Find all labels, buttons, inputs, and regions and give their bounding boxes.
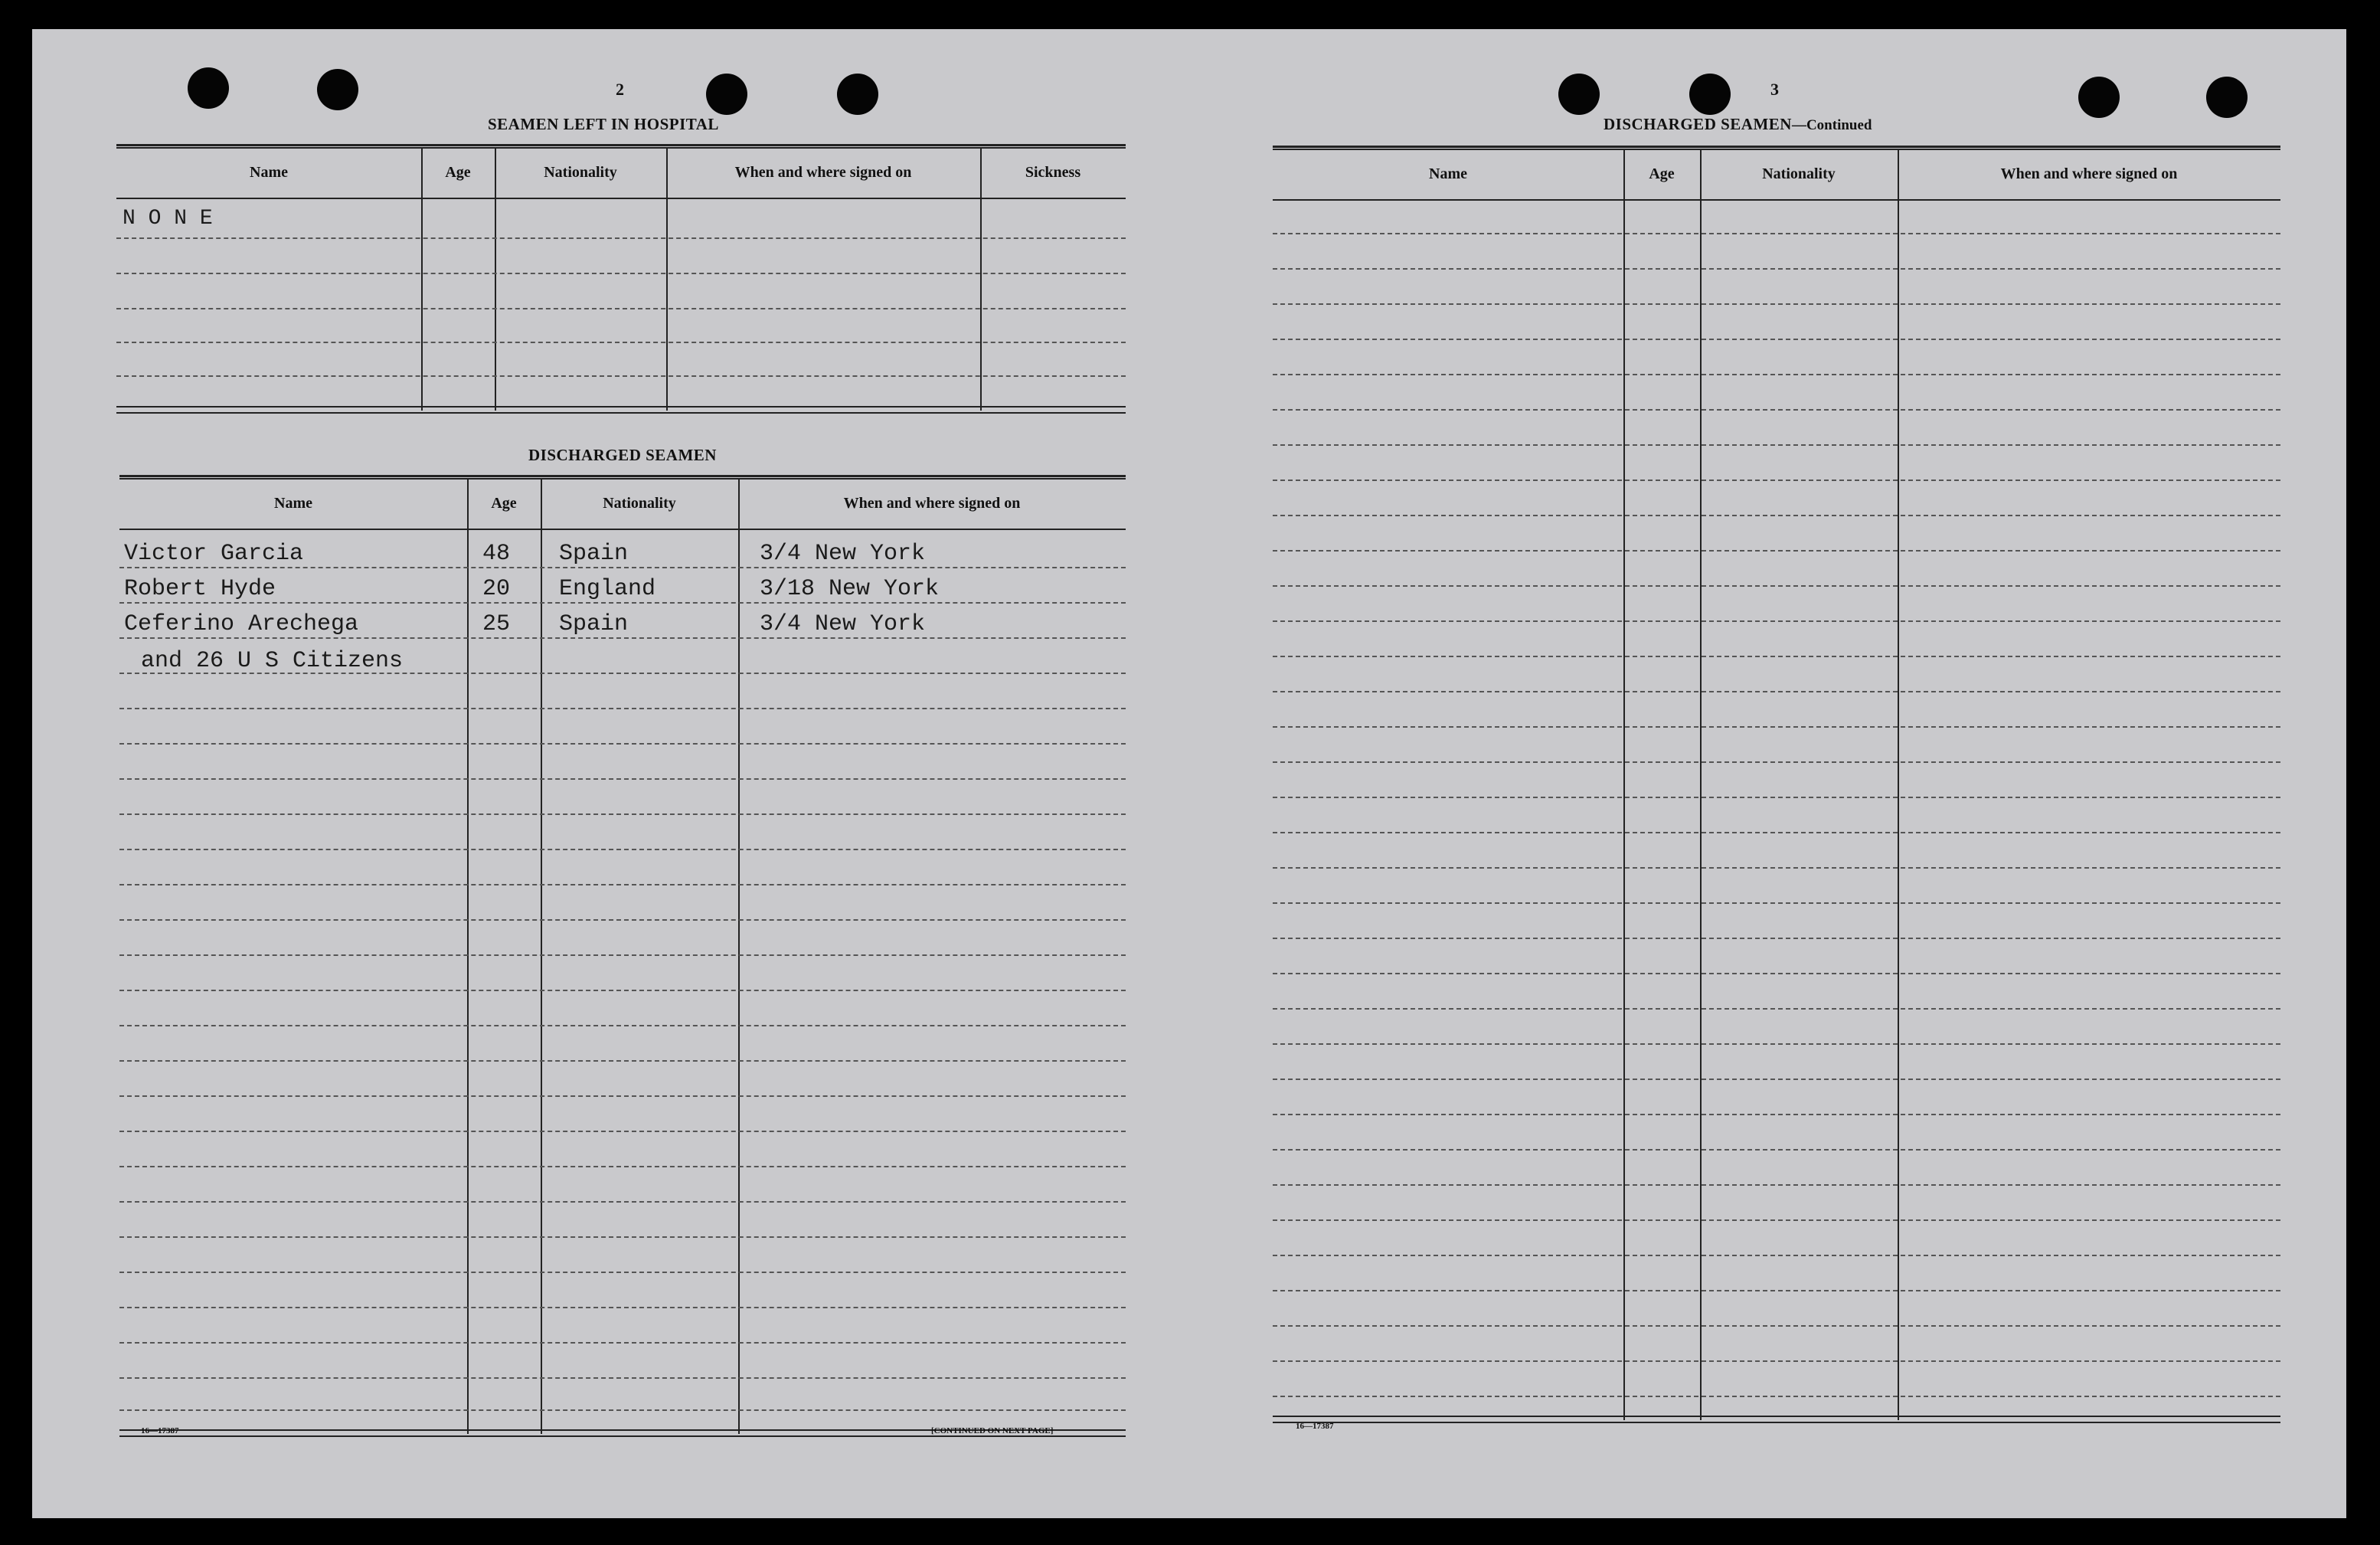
column-header-nationality: Nationality — [544, 164, 617, 181]
seaman-nationality: Spain — [559, 541, 629, 567]
hospital-entry: N O N E — [123, 207, 213, 231]
citizens-note: and 26 U S Citizens — [141, 648, 404, 674]
punch-hole — [2206, 77, 2248, 118]
form-number: 16—17387 — [141, 1426, 179, 1435]
seaman-name: Ceferino Arechega — [124, 611, 359, 637]
seaman-signed-on: 3/18 New York — [760, 576, 940, 602]
punch-hole — [1558, 74, 1600, 115]
title-suffix: —Continued — [1791, 117, 1872, 133]
seaman-age: 20 — [482, 576, 511, 602]
column-header-name: Name — [250, 164, 288, 181]
seaman-signed-on: 3/4 New York — [760, 541, 926, 567]
seaman-name: Victor Garcia — [124, 541, 304, 567]
title-main: DISCHARGED SEAMEN — [1604, 115, 1792, 133]
hospital-table — [116, 144, 1126, 420]
punch-hole — [2078, 77, 2120, 118]
continued-note: [CONTINUED ON NEXT PAGE] — [931, 1426, 1054, 1435]
form-number: 16—17387 — [1296, 1422, 1334, 1431]
discharged-continued-title — [1604, 115, 1872, 134]
seaman-age: 48 — [482, 541, 511, 567]
column-header-signed-on: When and where signed on — [734, 164, 912, 181]
seaman-age: 25 — [482, 611, 511, 637]
page-number: 2 — [616, 80, 624, 99]
punch-hole — [317, 69, 358, 110]
punch-hole — [706, 74, 747, 115]
discharged-continued-table — [1273, 146, 2280, 1448]
seaman-nationality: Spain — [559, 611, 629, 637]
page-number: 3 — [1770, 80, 1779, 99]
column-header-age: Age — [491, 495, 517, 512]
column-header-age: Age — [1649, 165, 1675, 182]
column-header-signed-on: When and where signed on — [2000, 165, 2178, 182]
seaman-name: Robert Hyde — [124, 576, 276, 602]
punch-hole — [837, 74, 878, 115]
document-sheet — [32, 29, 2346, 1518]
punch-hole — [1689, 74, 1731, 115]
column-header-name: Name — [274, 495, 312, 512]
column-header-sickness: Sickness — [1025, 164, 1081, 181]
column-header-age: Age — [445, 164, 471, 181]
column-header-signed-on: When and where signed on — [843, 495, 1021, 512]
column-header-nationality: Nationality — [603, 495, 676, 512]
discharged-table — [119, 475, 1126, 1457]
column-header-nationality: Nationality — [1762, 165, 1836, 182]
discharged-section-title: DISCHARGED SEAMEN — [528, 446, 717, 464]
column-header-name: Name — [1429, 165, 1467, 182]
hospital-section-title: SEAMEN LEFT IN HOSPITAL — [488, 115, 719, 133]
punch-hole — [188, 67, 229, 109]
seaman-signed-on: 3/4 New York — [760, 611, 926, 637]
seaman-nationality: England — [559, 576, 656, 602]
